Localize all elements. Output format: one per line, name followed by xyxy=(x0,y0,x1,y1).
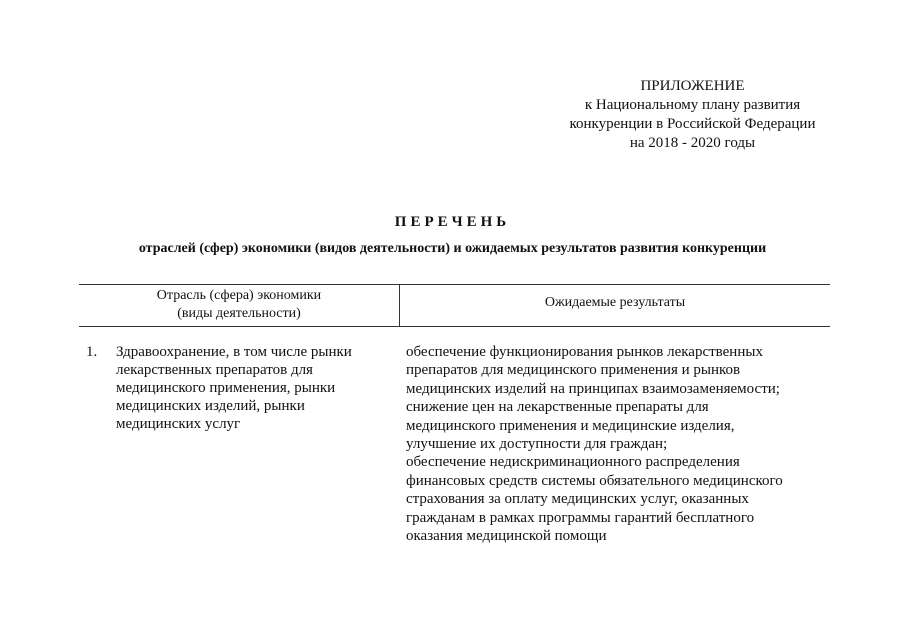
table-header-rule xyxy=(79,326,830,327)
table-top-rule xyxy=(79,284,830,285)
table-header-sector xyxy=(79,287,399,323)
table-header-results: Ожидаемые результаты xyxy=(544,295,686,310)
sector-line: медицинского применения, рынки xyxy=(116,380,336,396)
sector-line: лекарственных препаратов для xyxy=(116,362,313,378)
appendix-line: ПРИЛОЖЕНИЕ xyxy=(640,78,745,94)
results-line: финансовых средств системы обязательного медицинского xyxy=(406,472,783,489)
results-line: препаратов для медицинского применения и рынков xyxy=(406,362,741,379)
results-line: обеспечение функционирования рынков лекарственных xyxy=(406,344,763,360)
header-sector-line: (виды деятельности) xyxy=(177,306,301,321)
results-line: медицинского применения и медицинские изделия, xyxy=(406,417,735,434)
results-line: снижение цен на лекарственные препараты для xyxy=(406,399,709,416)
appendix-line: к Национальному плану развития xyxy=(584,97,801,113)
row-number: 1. xyxy=(86,344,98,360)
results-line: оказания медицинской помощи xyxy=(406,528,607,545)
results-line: гражданам в рамках программы гарантий бесплатного xyxy=(406,509,755,526)
header-sector-line: Отрасль (сфера) экономики xyxy=(156,288,322,303)
appendix-block xyxy=(540,77,845,153)
sector-line: медицинских услуг xyxy=(116,416,241,432)
results-line: медицинских изделий на принципах взаимозаменяемости; xyxy=(406,380,780,397)
sector-line: медицинских изделий, рынки xyxy=(116,398,305,414)
appendix-line: конкуренции в Российской Федерации xyxy=(569,116,816,132)
results-line: обеспечение недискриминационного распределения xyxy=(406,454,740,471)
sector-line: Здравоохранение, в том числе рынки xyxy=(116,344,352,360)
row-results-cell xyxy=(406,343,836,545)
results-line: улучшение их доступности для граждан; xyxy=(406,436,668,453)
row-sector-cell xyxy=(116,343,386,433)
document-title: ПЕРЕЧЕНЬ xyxy=(394,214,511,230)
results-line: страхования за оплату медицинских услуг, оказанных xyxy=(406,491,749,508)
appendix-line: на 2018 - 2020 годы xyxy=(629,135,756,151)
document-subtitle: отраслей (сфер) экономики (видов деятельности) и ожидаемых результатов развития конкуренции xyxy=(138,241,767,256)
